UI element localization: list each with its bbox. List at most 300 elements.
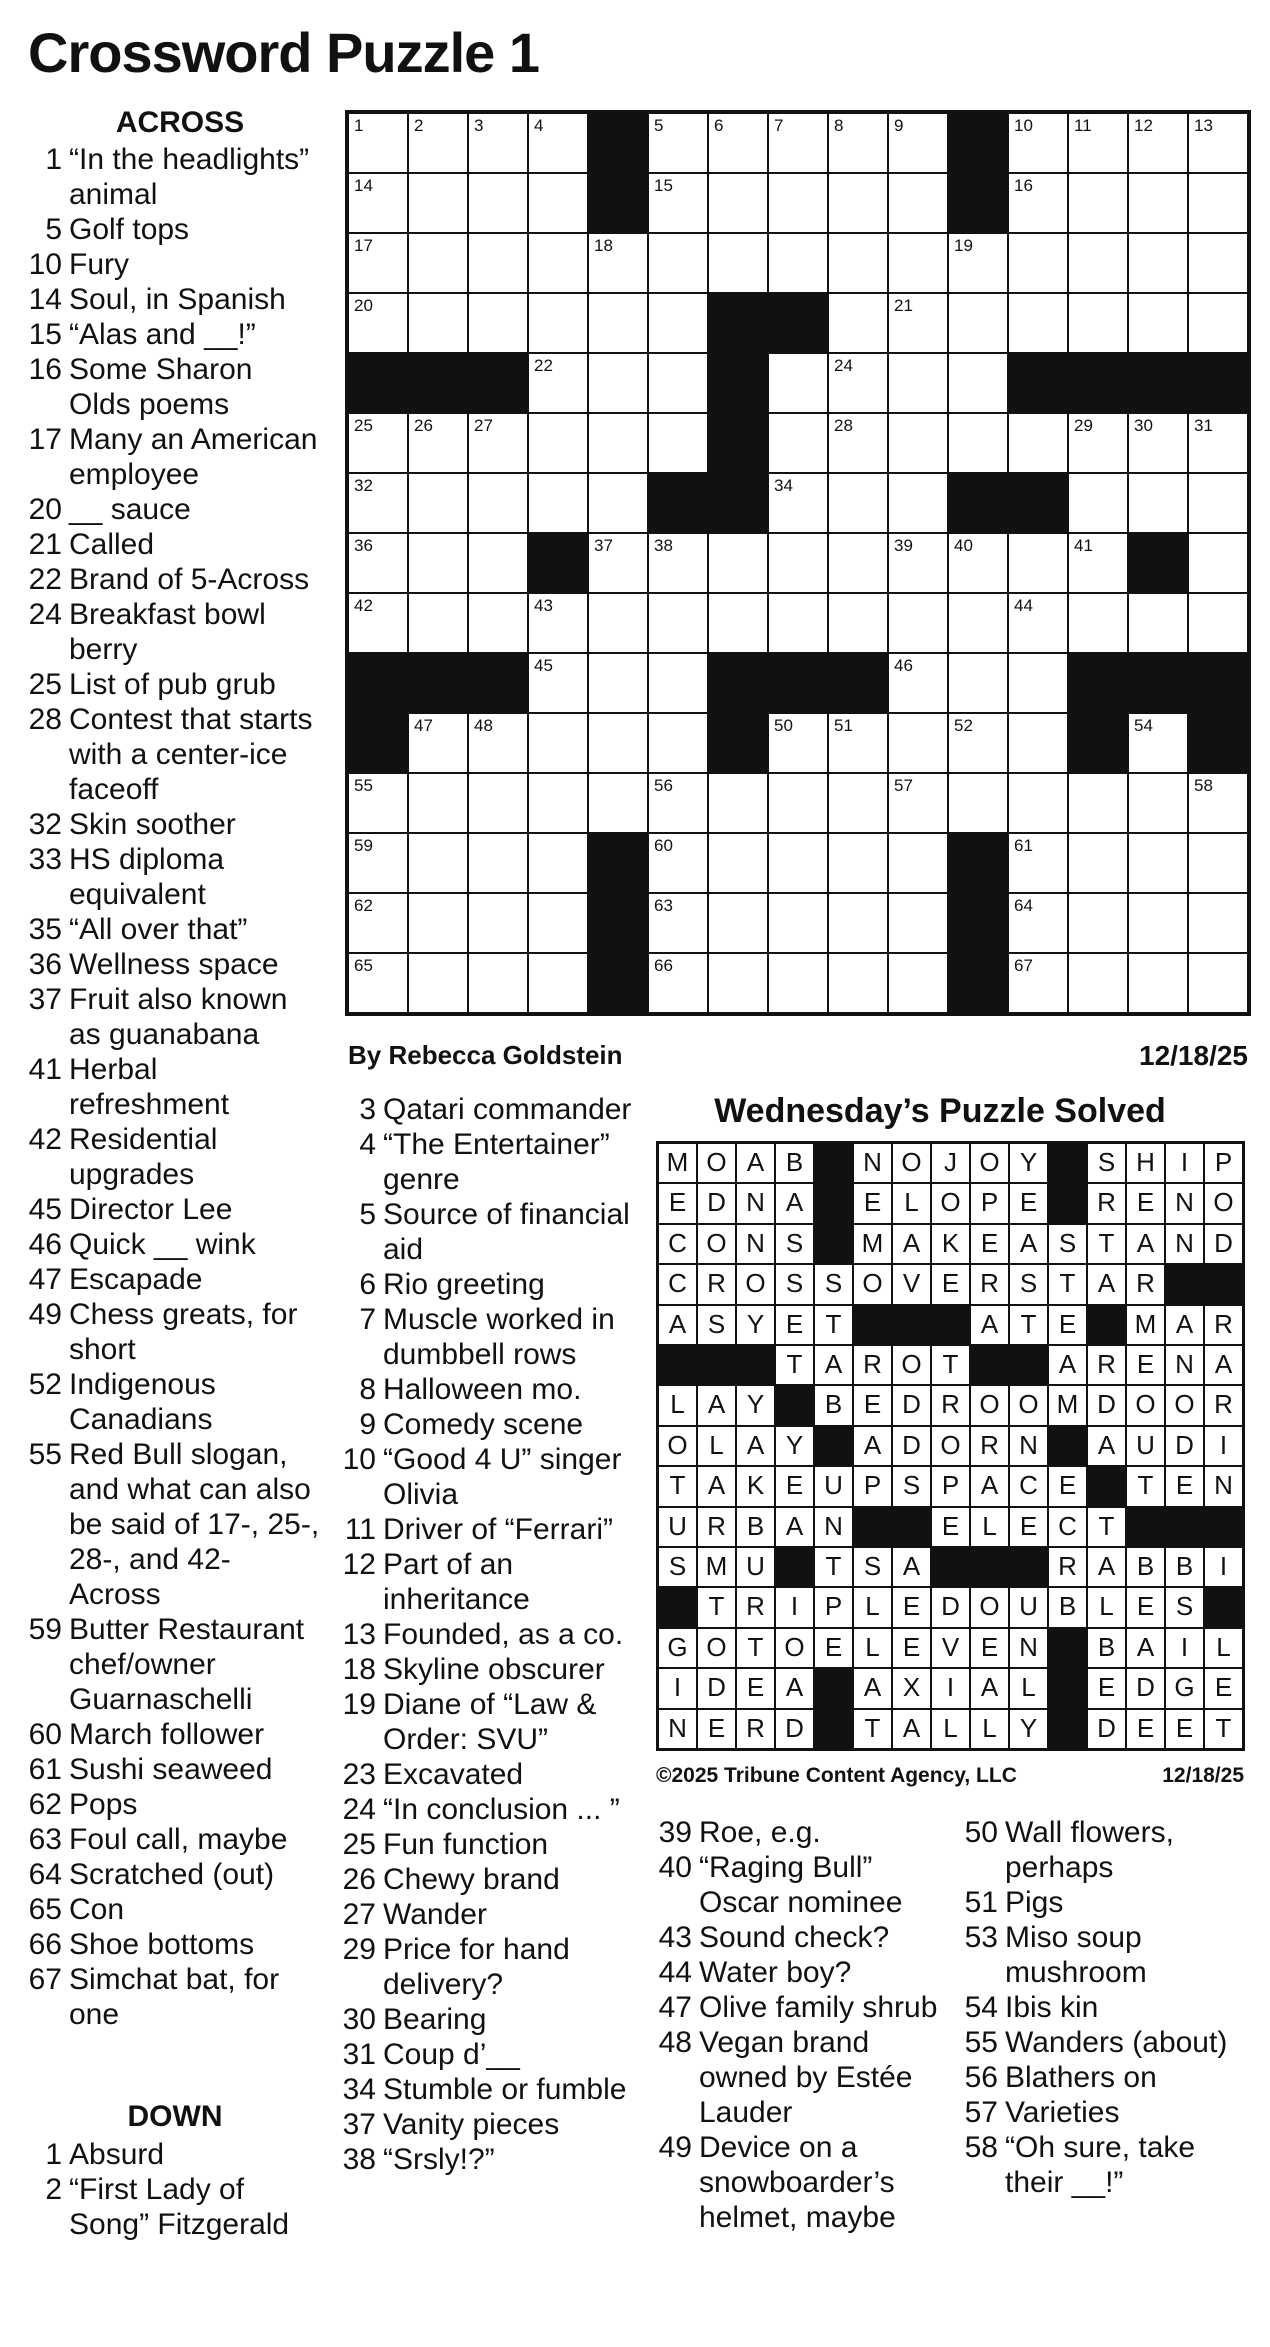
clue-number: 11 xyxy=(344,1513,376,1546)
solution-letter: O xyxy=(1165,1385,1204,1425)
clue-text: Pops xyxy=(69,1788,138,1821)
down-clue-list-2 xyxy=(336,1092,636,2177)
solution-letter: E xyxy=(775,1466,814,1506)
solution-letter: A xyxy=(853,1668,892,1708)
clue-text: Shoe bottoms xyxy=(69,1928,255,1961)
puzzle-cell[interactable] xyxy=(1188,773,1248,833)
puzzle-cell[interactable] xyxy=(468,533,528,593)
puzzle-cell[interactable] xyxy=(828,533,888,593)
puzzle-cell[interactable] xyxy=(768,173,828,233)
puzzle-cell[interactable] xyxy=(1188,173,1248,233)
puzzle-cell[interactable] xyxy=(348,833,408,893)
puzzle-cell[interactable] xyxy=(588,653,648,713)
puzzle-cell[interactable] xyxy=(1008,953,1068,1013)
puzzle-cell[interactable] xyxy=(468,413,528,473)
puzzle-cell[interactable] xyxy=(1128,413,1188,473)
puzzle-cell[interactable] xyxy=(348,893,408,953)
clue-number: 60 xyxy=(28,1718,62,1751)
puzzle-cell[interactable] xyxy=(648,953,708,1013)
puzzle-cell[interactable] xyxy=(468,593,528,653)
across-clue xyxy=(22,527,322,562)
puzzle-cell[interactable] xyxy=(408,413,468,473)
copyright-line: ©2025 Tribune Content Agency, LLC xyxy=(656,1764,1017,1787)
puzzle-cell[interactable] xyxy=(888,653,948,713)
clue-text: Miso soup mushroom xyxy=(1005,1921,1147,1989)
puzzle-cell[interactable] xyxy=(1068,233,1128,293)
puzzle-cell[interactable] xyxy=(948,593,1008,653)
puzzle-cell[interactable] xyxy=(888,173,948,233)
puzzle-cell[interactable] xyxy=(1128,833,1188,893)
puzzle-cell[interactable] xyxy=(948,533,1008,593)
puzzle-cell[interactable] xyxy=(768,473,828,533)
solution-letter: D xyxy=(697,1183,736,1223)
cell-number: 15 xyxy=(654,176,673,195)
puzzle-cell[interactable] xyxy=(828,293,888,353)
puzzle-cell[interactable] xyxy=(348,413,408,473)
puzzle-cell[interactable] xyxy=(468,773,528,833)
clue-number: 49 xyxy=(28,1298,62,1331)
puzzle-cell[interactable] xyxy=(468,173,528,233)
puzzle-cell[interactable] xyxy=(588,233,648,293)
puzzle-cell[interactable] xyxy=(648,353,708,413)
puzzle-cell[interactable] xyxy=(648,653,708,713)
puzzle-cell[interactable] xyxy=(528,233,588,293)
puzzle-cell[interactable] xyxy=(1068,533,1128,593)
puzzle-cell[interactable] xyxy=(588,533,648,593)
clue-number: 40 xyxy=(658,1851,692,1884)
cell-number: 65 xyxy=(354,956,373,975)
puzzle-cell[interactable] xyxy=(648,413,708,473)
puzzle-cell[interactable] xyxy=(1008,653,1068,713)
across-clue xyxy=(22,282,322,317)
puzzle-cell[interactable] xyxy=(888,233,948,293)
puzzle-cell[interactable] xyxy=(588,473,648,533)
black-square xyxy=(708,413,768,473)
clue-number: 3 xyxy=(359,1093,376,1126)
solution-black-square xyxy=(658,1345,697,1385)
puzzle-cell[interactable] xyxy=(648,113,708,173)
solution-letter: Y xyxy=(1009,1709,1048,1749)
clue-text: Skyline obscurer xyxy=(383,1653,605,1686)
across-clue xyxy=(22,807,322,842)
cell-number: 42 xyxy=(354,596,373,615)
across-clue xyxy=(22,1822,322,1857)
cell-number: 1 xyxy=(354,116,364,135)
puzzle-cell[interactable] xyxy=(948,353,1008,413)
solution-letter: N xyxy=(736,1183,775,1223)
puzzle-cell[interactable] xyxy=(408,173,468,233)
puzzle-cell[interactable] xyxy=(1008,773,1068,833)
clue-number: 16 xyxy=(28,353,62,386)
solution-letter: M xyxy=(853,1224,892,1264)
puzzle-cell[interactable] xyxy=(528,893,588,953)
down-clue xyxy=(336,1442,636,1512)
puzzle-cell[interactable] xyxy=(468,713,528,773)
puzzle-cell[interactable] xyxy=(468,113,528,173)
clue-number: 38 xyxy=(342,2143,376,2176)
clue-text: Scratched (out) xyxy=(69,1858,275,1891)
puzzle-cell[interactable] xyxy=(708,833,768,893)
solution-letter: A xyxy=(853,1426,892,1466)
solution-letter: A xyxy=(1126,1628,1165,1668)
puzzle-cell[interactable] xyxy=(348,533,408,593)
puzzle-cell[interactable] xyxy=(828,173,888,233)
puzzle-cell[interactable] xyxy=(528,113,588,173)
puzzle-cell[interactable] xyxy=(528,773,588,833)
solution-letter: T xyxy=(1087,1507,1126,1547)
puzzle-cell[interactable] xyxy=(468,893,528,953)
puzzle-cell[interactable] xyxy=(1008,533,1068,593)
puzzle-cell[interactable] xyxy=(768,713,828,773)
solution-black-square xyxy=(1048,1426,1087,1466)
puzzle-cell[interactable] xyxy=(648,533,708,593)
puzzle-cell[interactable] xyxy=(708,173,768,233)
solution-letter: E xyxy=(1126,1345,1165,1385)
puzzle-cell[interactable] xyxy=(828,833,888,893)
puzzle-cell[interactable] xyxy=(1068,293,1128,353)
puzzle-cell[interactable] xyxy=(1188,953,1248,1013)
solution-letter: I xyxy=(1204,1426,1243,1466)
puzzle-cell[interactable] xyxy=(648,173,708,233)
solution-letter: D xyxy=(892,1385,931,1425)
puzzle-cell[interactable] xyxy=(1128,953,1188,1013)
puzzle-cell[interactable] xyxy=(528,713,588,773)
solution-letter: S xyxy=(775,1224,814,1264)
puzzle-cell[interactable] xyxy=(828,113,888,173)
clue-number: 10 xyxy=(28,248,62,281)
puzzle-cell[interactable] xyxy=(828,413,888,473)
puzzle-cell[interactable] xyxy=(1008,113,1068,173)
puzzle-cell[interactable] xyxy=(888,593,948,653)
clue-number: 51 xyxy=(964,1886,998,1919)
puzzle-cell[interactable] xyxy=(348,953,408,1013)
puzzle-cell[interactable] xyxy=(348,593,408,653)
clue-text: Excavated xyxy=(383,1758,524,1791)
cell-number: 6 xyxy=(714,116,724,135)
solution-black-square xyxy=(1126,1507,1165,1547)
puzzle-cell[interactable] xyxy=(888,953,948,1013)
puzzle-cell[interactable] xyxy=(528,293,588,353)
puzzle-cell[interactable] xyxy=(1128,593,1188,653)
cell-number: 5 xyxy=(654,116,664,135)
clue-text: Escapade xyxy=(69,1263,203,1296)
clue-number: 64 xyxy=(28,1858,62,1891)
solution-letter: D xyxy=(775,1709,814,1749)
puzzle-cell[interactable] xyxy=(1008,293,1068,353)
puzzle-cell[interactable] xyxy=(348,113,408,173)
puzzle-cell[interactable] xyxy=(1068,113,1128,173)
puzzle-cell[interactable] xyxy=(1008,233,1068,293)
solution-letter: A xyxy=(1165,1305,1204,1345)
puzzle-cell[interactable] xyxy=(948,653,1008,713)
puzzle-cell[interactable] xyxy=(1188,833,1248,893)
puzzle-cell[interactable] xyxy=(768,413,828,473)
puzzle-cell[interactable] xyxy=(648,773,708,833)
puzzle-cell[interactable] xyxy=(528,413,588,473)
puzzle-cell[interactable] xyxy=(408,473,468,533)
solution-black-square xyxy=(814,1224,853,1264)
puzzle-cell[interactable] xyxy=(888,473,948,533)
clue-text: Skin soother xyxy=(69,808,236,841)
puzzle-cell[interactable] xyxy=(1008,893,1068,953)
puzzle-cell[interactable] xyxy=(648,593,708,653)
clue-text: Pigs xyxy=(1005,1886,1064,1919)
solution-letter: O xyxy=(697,1224,736,1264)
puzzle-cell[interactable] xyxy=(408,113,468,173)
clue-text: “In conclusion ... ” xyxy=(383,1793,620,1826)
puzzle-cell[interactable] xyxy=(408,233,468,293)
solution-black-square xyxy=(1048,1628,1087,1668)
black-square xyxy=(528,533,588,593)
solution-letter: C xyxy=(1009,1466,1048,1506)
black-square xyxy=(948,473,1008,533)
black-square xyxy=(468,653,528,713)
puzzle-cell[interactable] xyxy=(408,593,468,653)
clue-number: 18 xyxy=(342,1653,376,1686)
puzzle-cell[interactable] xyxy=(948,233,1008,293)
puzzle-cell[interactable] xyxy=(588,413,648,473)
crossword-grid xyxy=(345,110,1251,1016)
puzzle-cell[interactable] xyxy=(888,413,948,473)
puzzle-cell[interactable] xyxy=(588,293,648,353)
solution-letter: Y xyxy=(736,1385,775,1425)
puzzle-cell[interactable] xyxy=(348,233,408,293)
puzzle-cell[interactable] xyxy=(768,353,828,413)
puzzle-cell[interactable] xyxy=(1068,833,1128,893)
puzzle-cell[interactable] xyxy=(1008,413,1068,473)
solution-letter: V xyxy=(892,1264,931,1304)
solution-letter: E xyxy=(1165,1709,1204,1749)
puzzle-cell[interactable] xyxy=(948,713,1008,773)
puzzle-cell[interactable] xyxy=(348,473,408,533)
puzzle-cell[interactable] xyxy=(468,233,528,293)
puzzle-cell[interactable] xyxy=(648,833,708,893)
solved-grid xyxy=(656,1141,1245,1751)
solution-letter: C xyxy=(1048,1507,1087,1547)
clue-text: Breakfast bowl berry xyxy=(69,598,266,666)
puzzle-cell[interactable] xyxy=(708,233,768,293)
puzzle-cell[interactable] xyxy=(1008,593,1068,653)
down-clue xyxy=(958,2060,1258,2095)
cell-number: 17 xyxy=(354,236,373,255)
puzzle-cell[interactable] xyxy=(1188,413,1248,473)
puzzle-cell[interactable] xyxy=(708,593,768,653)
puzzle-cell[interactable] xyxy=(888,773,948,833)
puzzle-cell[interactable] xyxy=(468,473,528,533)
puzzle-cell[interactable] xyxy=(828,953,888,1013)
puzzle-cell[interactable] xyxy=(1188,113,1248,173)
puzzle-cell[interactable] xyxy=(828,353,888,413)
puzzle-cell[interactable] xyxy=(828,773,888,833)
puzzle-cell[interactable] xyxy=(588,713,648,773)
puzzle-cell[interactable] xyxy=(588,353,648,413)
puzzle-cell[interactable] xyxy=(1068,953,1128,1013)
clue-text: Qatari commander xyxy=(383,1093,632,1126)
puzzle-cell[interactable] xyxy=(768,833,828,893)
puzzle-cell[interactable] xyxy=(1008,173,1068,233)
puzzle-cell[interactable] xyxy=(888,353,948,413)
across-clue xyxy=(22,667,322,702)
puzzle-cell[interactable] xyxy=(1068,773,1128,833)
puzzle-cell[interactable] xyxy=(468,293,528,353)
solution-letter: K xyxy=(736,1466,775,1506)
cell-number: 20 xyxy=(354,296,373,315)
puzzle-cell[interactable] xyxy=(1128,773,1188,833)
puzzle-cell[interactable] xyxy=(768,953,828,1013)
puzzle-cell[interactable] xyxy=(468,833,528,893)
puzzle-cell[interactable] xyxy=(888,833,948,893)
puzzle-cell[interactable] xyxy=(1068,893,1128,953)
puzzle-cell[interactable] xyxy=(468,953,528,1013)
across-clue xyxy=(22,1752,322,1787)
puzzle-cell[interactable] xyxy=(708,533,768,593)
down-clue xyxy=(958,1815,1258,1885)
down-clue xyxy=(22,2137,322,2172)
puzzle-cell[interactable] xyxy=(768,113,828,173)
puzzle-cell[interactable] xyxy=(768,893,828,953)
puzzle-cell[interactable] xyxy=(1128,113,1188,173)
solution-letter: T xyxy=(658,1466,697,1506)
puzzle-cell[interactable] xyxy=(408,293,468,353)
puzzle-cell[interactable] xyxy=(528,173,588,233)
solution-letter: X xyxy=(892,1668,931,1708)
solution-letter: A xyxy=(1087,1264,1126,1304)
puzzle-cell[interactable] xyxy=(948,413,1008,473)
black-square xyxy=(948,953,1008,1013)
across-clue xyxy=(22,562,322,597)
clue-text: Comedy scene xyxy=(383,1408,584,1441)
puzzle-cell[interactable] xyxy=(1188,233,1248,293)
puzzle-cell[interactable] xyxy=(528,473,588,533)
puzzle-cell[interactable] xyxy=(948,293,1008,353)
puzzle-cell[interactable] xyxy=(888,713,948,773)
puzzle-cell[interactable] xyxy=(828,893,888,953)
black-square xyxy=(768,293,828,353)
puzzle-cell[interactable] xyxy=(528,953,588,1013)
puzzle-cell[interactable] xyxy=(1068,473,1128,533)
puzzle-cell[interactable] xyxy=(1068,173,1128,233)
puzzle-cell[interactable] xyxy=(648,893,708,953)
solution-letter: T xyxy=(775,1345,814,1385)
down-header: DOWN xyxy=(127,2100,223,2133)
puzzle-cell[interactable] xyxy=(1188,293,1248,353)
puzzle-cell[interactable] xyxy=(708,953,768,1013)
puzzle-cell[interactable] xyxy=(768,773,828,833)
puzzle-cell[interactable] xyxy=(708,893,768,953)
puzzle-cell[interactable] xyxy=(1008,713,1068,773)
solution-letter: A xyxy=(775,1183,814,1223)
puzzle-cell[interactable] xyxy=(528,593,588,653)
solution-letter: L xyxy=(1204,1628,1243,1668)
puzzle-cell[interactable] xyxy=(648,293,708,353)
across-clue xyxy=(22,422,322,492)
solution-letter: D xyxy=(1126,1668,1165,1708)
cell-number: 28 xyxy=(834,416,853,435)
puzzle-cell[interactable] xyxy=(768,593,828,653)
puzzle-cell[interactable] xyxy=(348,173,408,233)
clue-number: 34 xyxy=(342,2073,376,2106)
puzzle-cell[interactable] xyxy=(828,593,888,653)
puzzle-cell[interactable] xyxy=(888,113,948,173)
clue-text: Water boy? xyxy=(699,1956,852,1989)
puzzle-cell[interactable] xyxy=(768,533,828,593)
puzzle-cell[interactable] xyxy=(1068,413,1128,473)
down-clue xyxy=(958,2025,1258,2060)
page-title: Crossword Puzzle 1 xyxy=(28,21,540,84)
puzzle-cell[interactable] xyxy=(828,233,888,293)
puzzle-cell[interactable] xyxy=(888,533,948,593)
solution-black-square xyxy=(970,1547,1009,1587)
solution-letter: I xyxy=(931,1668,970,1708)
clue-number: 22 xyxy=(28,563,62,596)
solution-letter: R xyxy=(970,1264,1009,1304)
down-clue xyxy=(336,1897,636,1932)
puzzle-cell[interactable] xyxy=(528,353,588,413)
clue-text: “First Lady of Song” Fitzgerald xyxy=(69,2173,290,2241)
puzzle-cell[interactable] xyxy=(1128,893,1188,953)
puzzle-cell[interactable] xyxy=(888,293,948,353)
puzzle-cell[interactable] xyxy=(588,773,648,833)
cell-number: 37 xyxy=(594,536,613,555)
puzzle-cell[interactable] xyxy=(948,773,1008,833)
cell-number: 51 xyxy=(834,716,853,735)
cell-number: 29 xyxy=(1074,416,1093,435)
puzzle-cell[interactable] xyxy=(708,113,768,173)
clue-number: 46 xyxy=(28,1228,62,1261)
black-square xyxy=(708,473,768,533)
puzzle-cell[interactable] xyxy=(408,533,468,593)
puzzle-cell[interactable] xyxy=(1128,713,1188,773)
puzzle-cell[interactable] xyxy=(528,833,588,893)
solution-letter: N xyxy=(1009,1628,1048,1668)
puzzle-cell[interactable] xyxy=(348,773,408,833)
across-clue xyxy=(22,1717,322,1752)
puzzle-cell[interactable] xyxy=(1008,833,1068,893)
puzzle-cell[interactable] xyxy=(1128,173,1188,233)
puzzle-cell[interactable] xyxy=(828,473,888,533)
puzzle-cell[interactable] xyxy=(828,713,888,773)
down-clue xyxy=(336,1932,636,2002)
puzzle-cell[interactable] xyxy=(408,893,468,953)
puzzle-cell[interactable] xyxy=(348,293,408,353)
puzzle-cell[interactable] xyxy=(1188,893,1248,953)
puzzle-cell[interactable] xyxy=(1128,233,1188,293)
puzzle-cell[interactable] xyxy=(588,593,648,653)
puzzle-cell[interactable] xyxy=(708,773,768,833)
puzzle-cell[interactable] xyxy=(888,893,948,953)
puzzle-cell[interactable] xyxy=(528,653,588,713)
puzzle-cell[interactable] xyxy=(1128,473,1188,533)
puzzle-cell[interactable] xyxy=(768,233,828,293)
clue-number: 6 xyxy=(359,1268,376,1301)
puzzle-cell[interactable] xyxy=(408,713,468,773)
puzzle-cell[interactable] xyxy=(1188,533,1248,593)
down-clue xyxy=(336,2107,636,2142)
puzzle-cell[interactable] xyxy=(1068,593,1128,653)
puzzle-cell[interactable] xyxy=(648,233,708,293)
puzzle-cell[interactable] xyxy=(408,773,468,833)
black-square xyxy=(708,293,768,353)
solution-letter: O xyxy=(892,1143,931,1183)
cell-number: 22 xyxy=(534,356,553,375)
puzzle-cell[interactable] xyxy=(648,713,708,773)
puzzle-cell[interactable] xyxy=(1128,293,1188,353)
puzzle-cell[interactable] xyxy=(1188,593,1248,653)
solution-letter: D xyxy=(1165,1426,1204,1466)
puzzle-cell[interactable] xyxy=(408,953,468,1013)
puzzle-cell[interactable] xyxy=(1188,473,1248,533)
puzzle-cell[interactable] xyxy=(408,833,468,893)
